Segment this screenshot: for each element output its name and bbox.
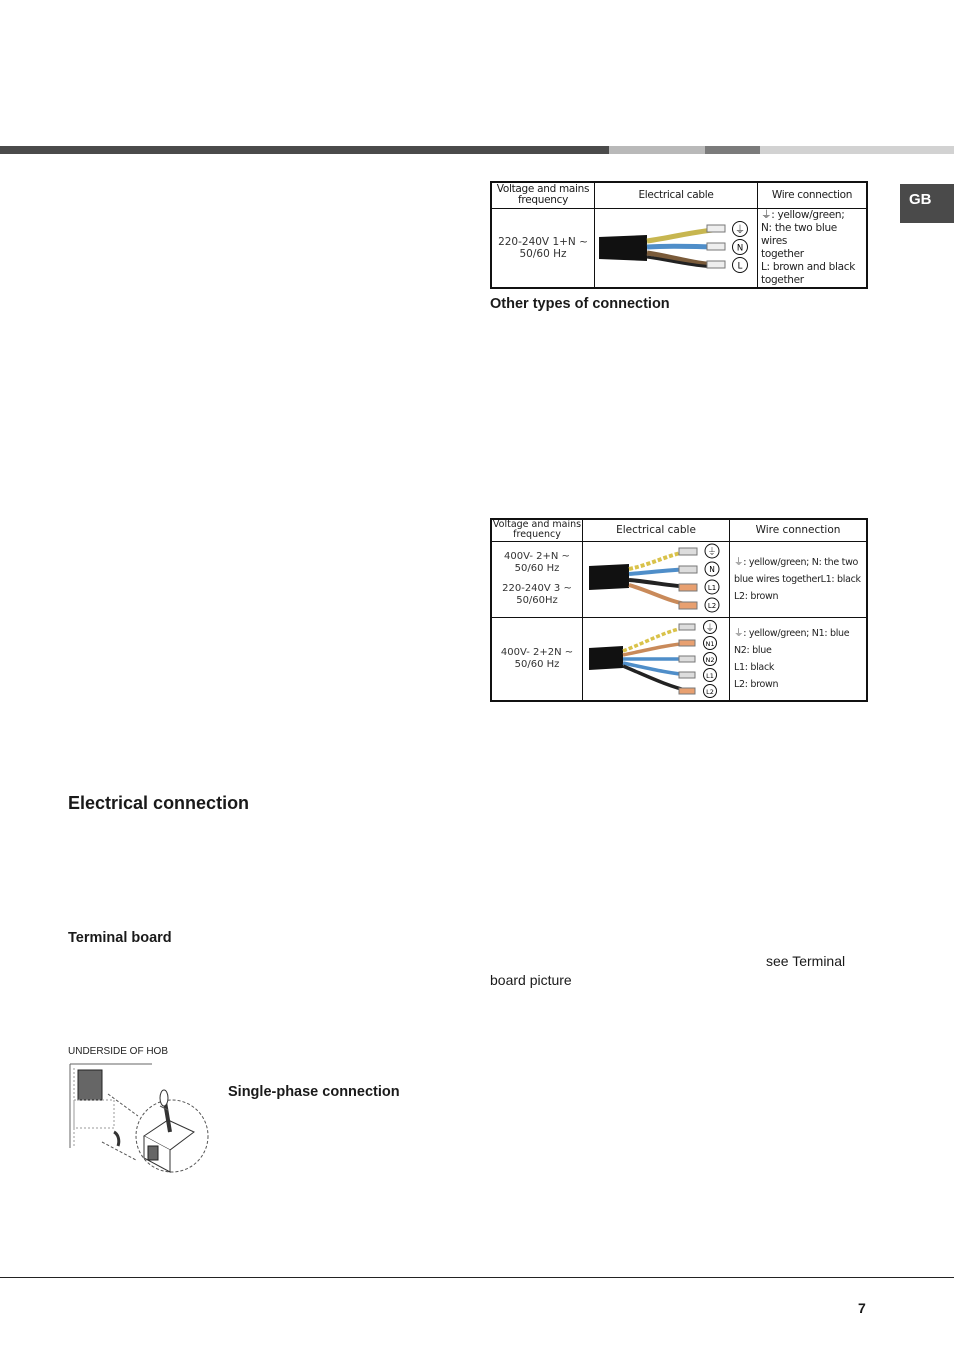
cable-3-wire-illustration [595,215,757,281]
cable-diagram [595,208,758,288]
terminal-ref-text-cont: board picture [490,972,572,988]
cable-diagram [583,541,730,617]
single-phase-heading: Single-phase connection [228,1084,400,1100]
earth-symbol: ⏚ [735,224,745,236]
cable-5-wire-illustration [583,618,729,700]
col-cable-header: Electrical cable [595,182,758,208]
terminal-l2: L2 [707,602,717,610]
earth-symbol: ⏚ [707,547,717,558]
terminal-l1: L1 [706,671,714,680]
figure-caption: UNDERSIDE OF HOB [68,1046,169,1057]
terminal-ref-text: see Terminal [766,953,846,969]
electrical-connection-heading: Electrical connection [68,793,250,813]
terminal-n2: N2 [705,655,715,664]
page-number: 7 [858,1300,866,1316]
connection-cell: ⏚: yellow/green; N: the two blue wires togetherL1: black L2: brown [730,541,868,617]
col-cable-header: Electrical cable [583,519,730,541]
language-tab: GB [900,184,954,223]
wiring-table-other [490,518,868,702]
terminal-l1: L1 [707,584,717,592]
terminal-n: N [709,565,715,574]
terminal-n: N [736,243,744,253]
cable-4-wire-illustration [583,542,729,616]
col-connection-header: Wire connection [730,519,868,541]
col-connection-header: Wire connection [758,182,868,208]
cable-diagram [583,617,730,701]
header-stripe-light [609,146,705,154]
header-stripe-mid [705,146,760,154]
connection-cell: ⏚: yellow/green; N: the two blue wires together L: brown and black together [758,208,868,288]
earth-symbol: ⏚ [705,623,715,634]
header-stripe-dark [0,146,609,154]
terminal-l: L [737,261,743,271]
voltage-cell: 220-240V 1+N ~ 50/60 Hz [491,208,595,288]
terminal-n1: N1 [705,639,715,648]
col-voltage-header: Voltage and mains frequency [492,519,582,541]
header-stripe-pale [760,146,954,154]
footer-rule [0,1277,954,1278]
voltage-cell: 400V- 2+N ~ 50/60 Hz 220-240V 3 ~ 50/60Hz [491,541,583,617]
connection-cell: ⏚: yellow/green; N1: blue N2: blue L1: black L2: brown [730,617,868,701]
other-types-heading: Other types of connection [490,296,670,312]
voltage-cell: 400V- 2+2N ~ 50/60 Hz [491,617,583,701]
col-voltage-header: Voltage and mains frequency [491,182,595,208]
wiring-table-single-phase [490,181,868,289]
terminal-board-heading: Terminal board [68,930,172,946]
hob-underside-illustration [68,1060,213,1178]
terminal-l2: L2 [706,687,714,696]
